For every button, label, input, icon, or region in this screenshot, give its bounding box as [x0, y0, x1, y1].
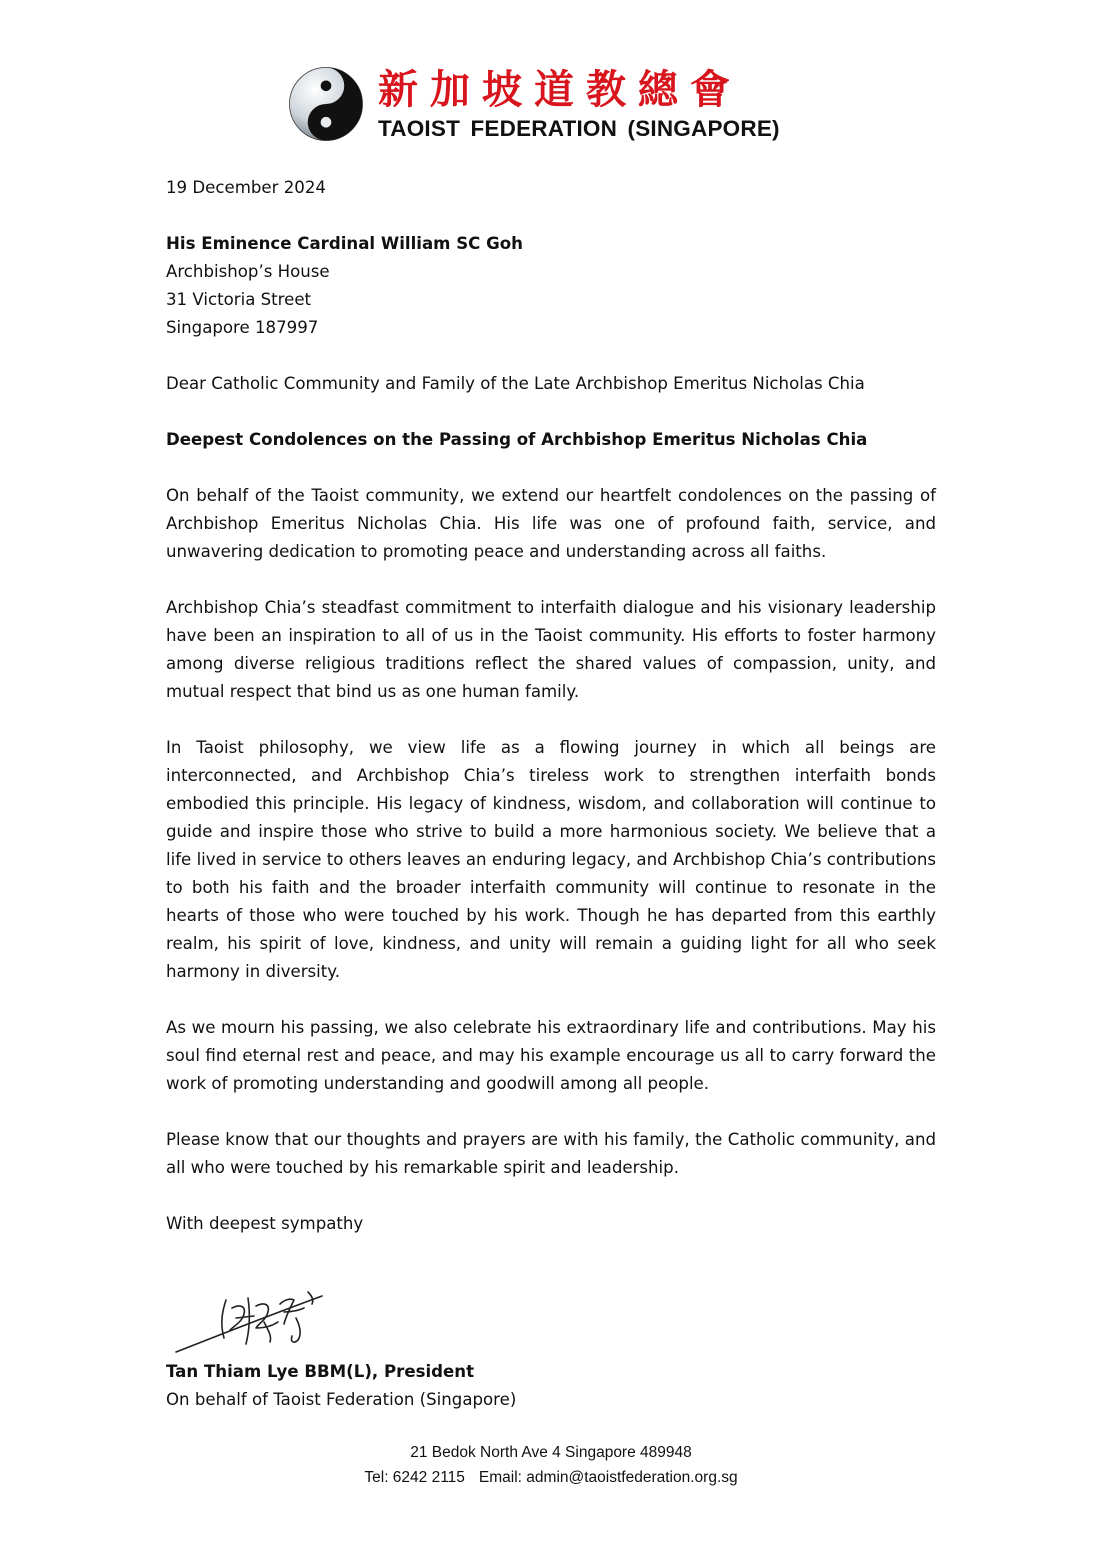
recipient-name: His Eminence Cardinal William SC Goh: [166, 234, 523, 253]
chinese-org-name: 新加坡道教總會: [378, 66, 742, 113]
body-paragraph: On behalf of the Taoist community, we extend our heartfelt condolences on the passing of Archbishop Emeritus Nicholas Chia. His life was one of profound faith, service, and unwavering dedication to promoting peace and understanding across all faiths.: [166, 486, 936, 561]
letterhead: [288, 66, 818, 146]
footer: [0, 1440, 1102, 1490]
footer-contact: [0, 1465, 1102, 1490]
signatory-name: Tan Thiam Lye BBM(L), President: [166, 1362, 475, 1381]
yin-yang-icon: [288, 66, 364, 142]
handwritten-signature: [172, 1278, 342, 1358]
recipient-address: [166, 230, 936, 342]
body-paragraph: In Taoist philosophy, we view life as a flowing journey in which all beings are interconnected, and Archbishop Chia’s tireless work to strengthen interfaith bonds embodied this principle. His legacy of kindness, wisdom, and collaboration will continue to guide and inspire those who strive to build a more harmonious society. We believe that a life lived in service to others leaves an enduring legacy, and Archbishop Chia’s contributions to both his faith and the broader interfaith community will continue to resonate in the hearts of those who were touched by his work. Though he has departed from this earthly realm, his spirit of love, kindness, and unity will remain a guiding light for all who seek harmony in diversity.: [166, 738, 936, 981]
letter-date: 19 December 2024: [166, 178, 326, 197]
signatory-block: [166, 1358, 516, 1414]
signatory-org: On behalf of Taoist Federation (Singapore): [166, 1390, 517, 1409]
letter-body: [166, 174, 936, 1238]
recipient-address-line: 31 Victoria Street: [166, 290, 312, 309]
body-paragraph: Please know that our thoughts and prayers are with his family, the Catholic community, and all who were touched by his remarkable spirit and leadership.: [166, 1130, 936, 1177]
recipient-address-line: Singapore 187997: [166, 318, 319, 337]
recipient-address-line: Archbishop’s House: [166, 262, 330, 281]
body-paragraph: Archbishop Chia’s steadfast commitment to interfaith dialogue and his visionary leadership have been an inspiration to all of us in the Taoist community. His efforts to foster harmony among diverse religious traditions reflect the shared values of compassion, unity, and mutual respect that bind us as one human family.: [166, 598, 936, 701]
footer-address: 21 Bedok North Ave 4 Singapore 489948: [410, 1444, 692, 1461]
footer-email[interactable]: Email: admin@taoistfederation.org.sg: [478, 1469, 738, 1486]
english-org-name: TAOIST FEDERATION (SINGAPORE): [378, 116, 780, 141]
footer-tel: Tel: 6242 2115: [364, 1469, 465, 1486]
closing-line: With deepest sympathy: [166, 1214, 364, 1233]
salutation: Dear Catholic Community and Family of the Late Archbishop Emeritus Nicholas Chia: [166, 374, 865, 393]
body-paragraph: As we mourn his passing, we also celebrate his extraordinary life and contributions. May his soul find eternal rest and peace, and may his example encourage us all to carry forward the work of promoting understanding and goodwill among all people.: [166, 1018, 936, 1093]
subject-line: Deepest Condolences on the Passing of Archbishop Emeritus Nicholas Chia: [166, 430, 868, 449]
